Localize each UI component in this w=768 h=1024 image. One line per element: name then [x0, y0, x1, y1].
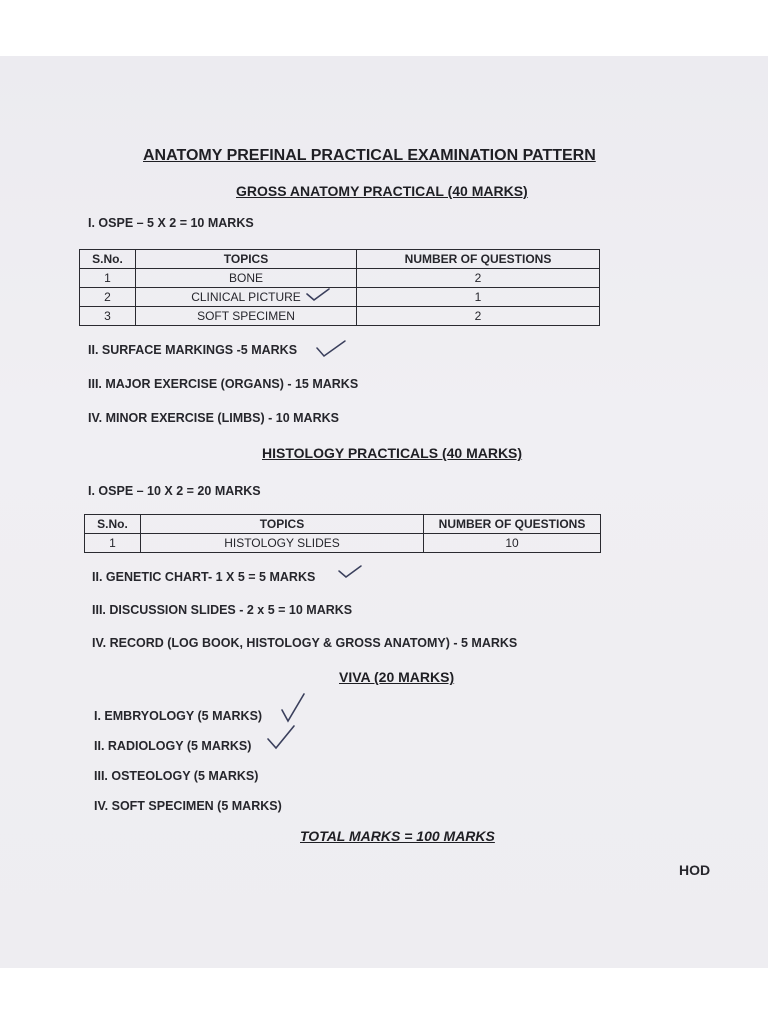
table-cell: 2: [80, 288, 136, 307]
checkmark-icon: [280, 692, 306, 724]
page-title: ANATOMY PREFINAL PRACTICAL EXAMINATION PATTERN: [143, 147, 596, 164]
table-cell: CLINICAL PICTURE: [136, 288, 357, 307]
table-row: [85, 534, 601, 553]
viva-item-osteology: III. OSTEOLOGY (5 MARKS): [94, 769, 259, 783]
table-header-sno: S.No.: [85, 515, 141, 534]
viva-heading: VIVA (20 MARKS): [339, 669, 455, 685]
gross-item-surface-markings: II. SURFACE MARKINGS -5 MARKS: [88, 343, 298, 357]
table-cell: 2: [357, 269, 600, 288]
table-header-row: [80, 250, 600, 269]
table-cell: HISTOLOGY SLIDES: [141, 534, 424, 553]
histology-item-genetic-chart: II. GENETIC CHART- 1 X 5 = 5 MARKS: [92, 570, 316, 584]
table-header-sno: S.No.: [80, 250, 136, 269]
table-row: [80, 288, 600, 307]
document-page: [0, 56, 768, 968]
histology-heading: HISTOLOGY PRACTICALS (40 MARKS): [262, 445, 523, 461]
viva-item-soft-specimen: IV. SOFT SPECIMEN (5 MARKS): [94, 799, 282, 813]
table-header-questions: NUMBER OF QUESTIONS: [357, 250, 600, 269]
table-cell: 1: [85, 534, 141, 553]
table-header-questions: NUMBER OF QUESTIONS: [424, 515, 601, 534]
checkmark-icon: [266, 724, 296, 750]
histology-item-discussion-slides: III. DISCUSSION SLIDES - 2 x 5 = 10 MARKS: [92, 603, 353, 617]
table-row: [80, 307, 600, 326]
histology-ospe-line: I. OSPE – 10 X 2 = 20 MARKS: [88, 484, 261, 498]
table-cell: 1: [80, 269, 136, 288]
gross-anatomy-heading: GROSS ANATOMY PRACTICAL (40 MARKS): [236, 183, 528, 199]
checkmark-icon: [316, 339, 346, 359]
table-header-topics: TOPICS: [141, 515, 424, 534]
histology-item-record: IV. RECORD (LOG BOOK, HISTOLOGY & GROSS ANATOMY) - 5 MARKS: [92, 636, 518, 650]
table-cell: 1: [357, 288, 600, 307]
gross-ospe-table: [79, 249, 600, 326]
table-header-topics: TOPICS: [136, 250, 357, 269]
table-row: [80, 269, 600, 288]
table-cell: 10: [424, 534, 601, 553]
table-cell: 2: [357, 307, 600, 326]
checkmark-icon: [338, 565, 362, 579]
gross-item-major-exercise: III. MAJOR EXERCISE (ORGANS) - 15 MARKS: [88, 377, 359, 391]
table-cell: 3: [80, 307, 136, 326]
checkmark-icon: [306, 288, 330, 302]
viva-item-radiology: II. RADIOLOGY (5 MARKS): [94, 739, 252, 753]
histology-ospe-table: [84, 514, 601, 553]
viva-item-embryology: I. EMBRYOLOGY (5 MARKS): [94, 709, 263, 723]
table-cell: SOFT SPECIMEN: [136, 307, 357, 326]
table-cell: BONE: [136, 269, 357, 288]
gross-item-minor-exercise: IV. MINOR EXERCISE (LIMBS) - 10 MARKS: [88, 411, 339, 425]
signature-hod: HOD: [679, 862, 711, 878]
total-marks: TOTAL MARKS = 100 MARKS: [300, 828, 495, 844]
gross-ospe-line: I. OSPE – 5 X 2 = 10 MARKS: [88, 216, 254, 230]
table-header-row: [85, 515, 601, 534]
